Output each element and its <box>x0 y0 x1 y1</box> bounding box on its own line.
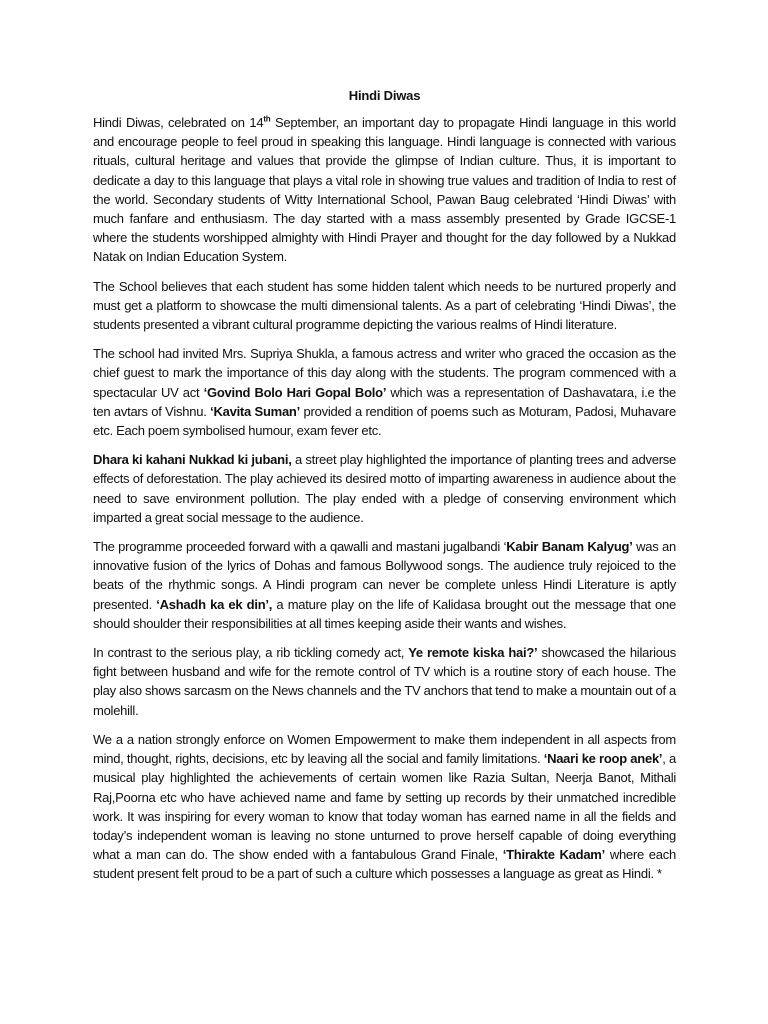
paragraph-comedy <box>93 643 676 720</box>
paragraph-women-empowerment <box>93 730 676 884</box>
paragraph-qawalli <box>93 537 676 633</box>
text-segment: The programme proceeded forward with a qawalli and mastani jugalbandi ‘ <box>93 539 507 555</box>
paragraph-street-play <box>93 450 676 527</box>
act-title: Kabir Banam Kalyug’ <box>506 539 633 555</box>
act-title: ‘Govind Bolo Hari Gopal Bolo’ <box>203 384 387 400</box>
paragraph-chief-guest <box>93 344 676 440</box>
text-segment: September, an important day to propagate Hindi language in this world and encourage people to feel proud in speaking this language. Hindi language is connected with various rituals, cultural heritage and values that provide the glimpse of Indian culture. Thus, it is important to dedicate a day to this language that plays a vital role in showing true values and tradition of India to rest of the world. Secondary students of Witty International School, Pawan Baug celebrated ‘Hindi Diwas’ with much fanfare and enthusiasm. The day started with a mass assembly presented by Grade IGCSE-1 where the students worshipped almighty with Hindi Prayer and thought for the day followed by a Nukkad Natak on Indian Education System. <box>93 115 676 265</box>
text-segment: In contrast to the serious play, a rib tickling comedy act, <box>93 645 409 661</box>
text-segment: a mature play on the life of Kalidasa brought out the message that one should shoulder their responsibilities at all times keeping aside their wants and wishes. <box>93 596 676 631</box>
text-segment: , a musical play highlighted the achievements of certain women like Razia Sultan, Neerja Banot, Mithali Raj,Poorna etc who have achieved name and fame by setting up records by their unmatched incredible work. It was inspiring for every woman to know that today woman has earned name in all the fields and today’s independent woman is leaving no stone unturned to prove herself capable of doing everything what a man can do. The show ended with a fantabulous Grand Finale, <box>93 751 677 863</box>
text-segment: Hindi Diwas, celebrated on 14 <box>93 115 264 130</box>
act-title: Ye remote kiska hai?’ <box>408 645 538 661</box>
paragraph-intro <box>93 113 676 267</box>
page-title: Hindi Diwas <box>348 88 421 103</box>
act-title: ‘Thirakte Kadam’ <box>502 847 605 863</box>
text-segment: The School believes that each student has some hidden talent which needs to be nurtured properly and must get a platform to showcase the multi dimensional talents. As a part of celebrating ‘Hindi Diwas’, the students presented a vibrant cultural programme depicting the various realms of Hindi literature. <box>93 278 676 333</box>
act-title: ‘Naari ke roop anek’ <box>543 751 663 767</box>
paragraph-talent <box>93 277 676 335</box>
act-title: ‘Ashadh ka ek din’, <box>156 596 273 612</box>
text-segment: where each student present felt proud to be a part of such a culture which possesses a language as great as Hindi. * <box>93 847 677 882</box>
act-title: Dhara ki kahani Nukkad ki jubani, <box>93 452 292 468</box>
text-segment: We a a nation strongly enforce on Women Empowerment to make them independent in all aspects from mind, thought, rights, decisions, etc by leaving all the social and family limitations. <box>93 731 676 767</box>
text-segment: which was a representation of Dashavatara, i.e the ten avtars of Vishnu. <box>93 384 676 419</box>
ordinal-suffix: th <box>263 114 271 124</box>
text-segment: was an innovative fusion of the lyrics of Dohas and famous Bollywood songs. The audience truly rejoiced to the beats of the rhythmic songs. A Hindi program can never be complete unless Hindi Literature is aptly presented. <box>93 539 676 612</box>
text-segment: showcased the hilarious fight between husband and wife for the remote control of TV which is a routine story of each house. The play also shows sarcasm on the News channels and the TV anchors that tend to make a mountain out of a molehill. <box>93 645 676 718</box>
text-segment: The school had invited Mrs. Supriya Shukla, a famous actress and writer who graced the occasion as the chief guest to mark the importance of this day along with the students. The program commenced with a spectacular UV act <box>93 346 676 400</box>
text-segment: provided a rendition of poems such as Moturam, Padosi, Muhavare etc. Each poem symbolised humour, exam fever etc. <box>93 403 676 439</box>
text-segment: a street play highlighted the importance of planting trees and adverse effects of deforestation. The play achieved its desired motto of imparting awareness in audience about the need to save environment pollution. The play ended with a pledge of conserving environment which imparted a great social message to the audience. <box>93 452 677 525</box>
act-title: ‘Kavita Suman’ <box>210 403 300 419</box>
